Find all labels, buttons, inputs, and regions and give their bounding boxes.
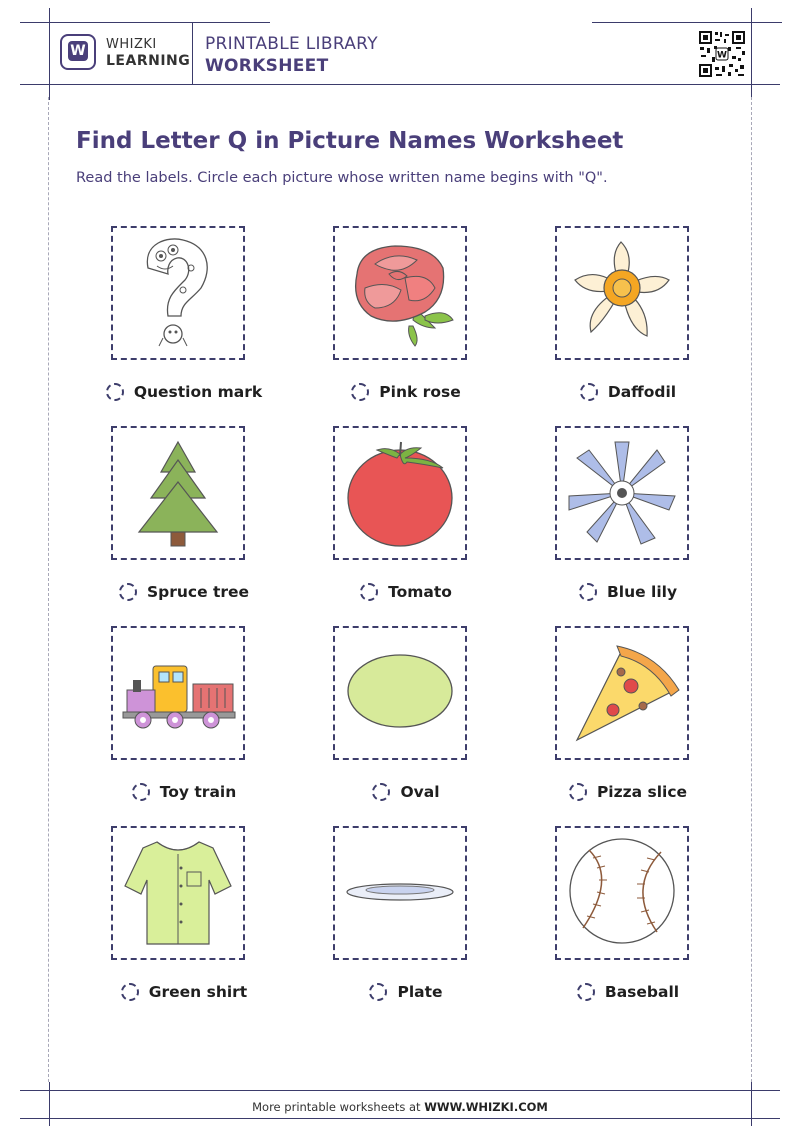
brand-name-line2: LEARNING	[106, 53, 191, 69]
answer-circle[interactable]	[577, 983, 595, 1001]
label-row	[295, 780, 517, 804]
header-left-vertical	[49, 8, 50, 100]
daffodil-icon	[557, 228, 687, 358]
answer-circle[interactable]	[372, 783, 390, 801]
picture-card	[517, 826, 739, 1026]
label-row	[517, 380, 739, 404]
picture-card	[517, 426, 739, 626]
header-right-vertical	[751, 8, 752, 100]
label-row	[517, 980, 739, 1004]
label-row	[73, 980, 295, 1004]
page-title: Find Letter Q in Picture Names Worksheet	[76, 128, 624, 154]
label-row	[517, 780, 739, 804]
answer-circle[interactable]	[369, 983, 387, 1001]
picture-card	[73, 426, 295, 626]
label-row	[295, 580, 517, 604]
header-divider-vertical	[192, 22, 193, 84]
picture-label: Daffodil	[607, 383, 677, 401]
answer-circle[interactable]	[351, 383, 369, 401]
picture-card	[295, 226, 517, 426]
footer-text	[0, 1100, 800, 1114]
picture-card	[295, 426, 517, 626]
picture-frame	[555, 626, 689, 760]
picture-card	[73, 826, 295, 1026]
picture-label: Pizza slice	[596, 783, 688, 801]
label-row	[73, 580, 295, 604]
shirt-icon	[113, 828, 243, 958]
header-bottom-rule	[20, 84, 780, 85]
picture-frame	[555, 426, 689, 560]
label-row	[73, 380, 295, 404]
picture-label: Green shirt	[148, 983, 248, 1001]
header-top-rule-left	[20, 22, 270, 23]
brand-name-line1: WHIZKI	[106, 37, 157, 52]
picture-frame	[111, 626, 245, 760]
toy-train-icon	[113, 628, 243, 758]
picture-frame	[333, 226, 467, 360]
instructions: Read the labels. Circle each picture whose written name begins with "Q".	[76, 170, 608, 186]
picture-card	[295, 826, 517, 1026]
picture-frame	[111, 826, 245, 960]
answer-circle[interactable]	[119, 583, 137, 601]
label-row	[73, 780, 295, 804]
tomato-icon	[335, 428, 465, 558]
footer-top-rule	[20, 1090, 780, 1091]
question-mark-icon	[113, 228, 243, 358]
picture-frame	[333, 826, 467, 960]
qr-code-icon	[698, 30, 746, 78]
plate-icon	[335, 828, 465, 958]
picture-card	[73, 226, 295, 426]
picture-frame	[111, 426, 245, 560]
picture-label: Question mark	[133, 383, 263, 401]
pizza-slice-icon	[557, 628, 687, 758]
footer-prefix: More printable worksheets at	[252, 1100, 421, 1114]
library-label: PRINTABLE LIBRARY	[205, 34, 378, 54]
spruce-tree-icon	[113, 428, 243, 558]
picture-card	[295, 626, 517, 826]
label-row	[295, 980, 517, 1004]
picture-label: Plate	[397, 983, 443, 1001]
answer-circle[interactable]	[360, 583, 378, 601]
answer-circle[interactable]	[580, 383, 598, 401]
picture-card	[517, 226, 739, 426]
picture-label: Pink rose	[379, 383, 461, 401]
picture-label: Tomato	[388, 583, 452, 601]
answer-circle[interactable]	[569, 783, 587, 801]
svg-text:W: W	[717, 50, 727, 61]
label-row	[517, 580, 739, 604]
picture-frame	[555, 826, 689, 960]
picture-label: Oval	[400, 783, 440, 801]
answer-circle[interactable]	[579, 583, 597, 601]
picture-label: Baseball	[604, 983, 680, 1001]
worksheet-label: WORKSHEET	[205, 56, 329, 76]
picture-card	[73, 626, 295, 826]
picture-label: Toy train	[159, 783, 237, 801]
answer-circle[interactable]	[121, 983, 139, 1001]
answer-circle[interactable]	[106, 383, 124, 401]
picture-card	[517, 626, 739, 826]
baseball-icon	[557, 828, 687, 958]
picture-frame	[555, 226, 689, 360]
picture-label: Spruce tree	[146, 583, 250, 601]
label-row	[295, 380, 517, 404]
footer-site-link[interactable]: WWW.WHIZKI.COM	[424, 1100, 548, 1114]
picture-frame	[333, 626, 467, 760]
header-top-rule-right	[592, 22, 782, 23]
rose-icon	[335, 228, 465, 358]
picture-label: Blue lily	[606, 583, 678, 601]
answer-circle[interactable]	[132, 783, 150, 801]
brand-logo-icon: W	[60, 34, 96, 70]
oval-icon	[335, 628, 465, 758]
blue-lily-icon	[557, 428, 687, 558]
picture-frame	[333, 426, 467, 560]
picture-frame	[111, 226, 245, 360]
footer-bottom-rule	[20, 1118, 780, 1119]
